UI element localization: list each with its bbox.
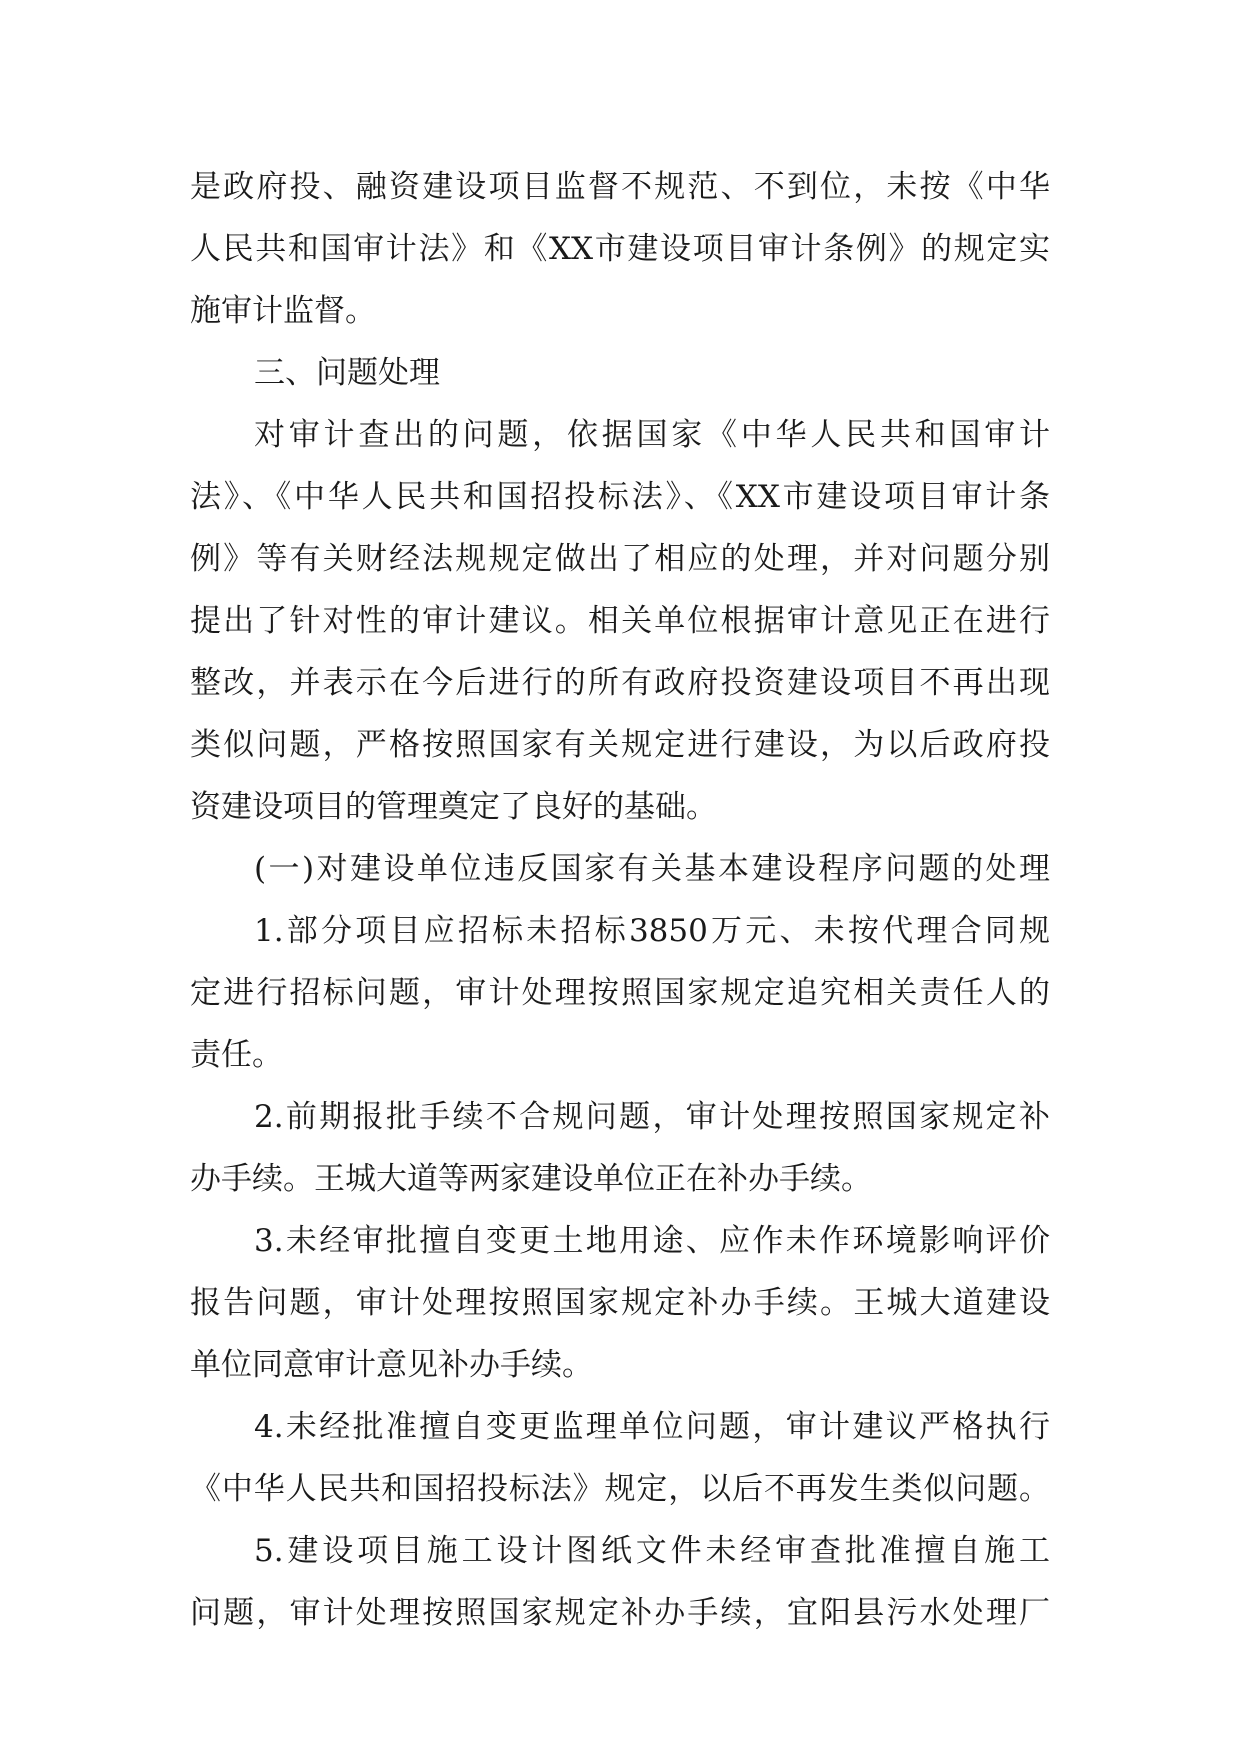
text-line: 2.前期报批手续不合规问题，审计处理按照国家规定补: [254, 1099, 1050, 1135]
document-body: [190, 156, 1050, 1644]
text-line: 5.建设项目施工设计图纸文件未经审查批准擅自施工: [254, 1533, 1050, 1569]
text-line: 问题，审计处理按照国家规定补办手续，宜阳县污水处理厂: [190, 1595, 1050, 1631]
text-line: 整改，并表示在今后进行的所有政府投资建设项目不再出现: [190, 665, 1050, 701]
text-line: 三、问题处理: [254, 355, 440, 391]
text-line: 施审计监督。: [190, 293, 376, 329]
text-line: (一)对建设单位违反国家有关基本建设程序问题的处理: [254, 851, 1050, 887]
text-line: 办手续。王城大道等两家建设单位正在补办手续。: [190, 1161, 872, 1197]
text-line: 定进行招标问题，审计处理按照国家规定追究相关责任人的: [190, 975, 1050, 1011]
text-line: 《中华人民共和国招投标法》规定，以后不再发生类似问题。: [190, 1471, 1050, 1507]
text-line: 4.未经批准擅自变更监理单位问题，审计建议严格执行: [254, 1409, 1050, 1445]
text-line: 提出了针对性的审计建议。相关单位根据审计意见正在进行: [190, 603, 1050, 639]
text-line: 资建设项目的管理奠定了良好的基础。: [190, 789, 717, 825]
text-line: 对审计查出的问题，依据国家《中华人民共和国审计: [254, 417, 1050, 453]
text-line: 法》、《中华人民共和国招投标法》、《XX市建设项目审计条: [190, 479, 1050, 515]
text-line: 1.部分项目应招标未招标3850万元、未按代理合同规: [254, 913, 1050, 949]
text-line: 责任。: [190, 1037, 283, 1073]
text-line: 单位同意审计意见补办手续。: [190, 1347, 593, 1383]
text-line: 人民共和国审计法》和《XX市建设项目审计条例》的规定实: [190, 231, 1050, 267]
text-line: 例》等有关财经法规规定做出了相应的处理，并对问题分别: [190, 541, 1050, 577]
text-line: 是政府投、融资建设项目监督不规范、不到位，未按《中华: [190, 169, 1050, 205]
text-line: 3.未经审批擅自变更土地用途、应作未作环境影响评价: [254, 1223, 1050, 1259]
text-line: 报告问题，审计处理按照国家规定补办手续。王城大道建设: [190, 1285, 1050, 1321]
text-line: 类似问题，严格按照国家有关规定进行建设，为以后政府投: [190, 727, 1050, 763]
